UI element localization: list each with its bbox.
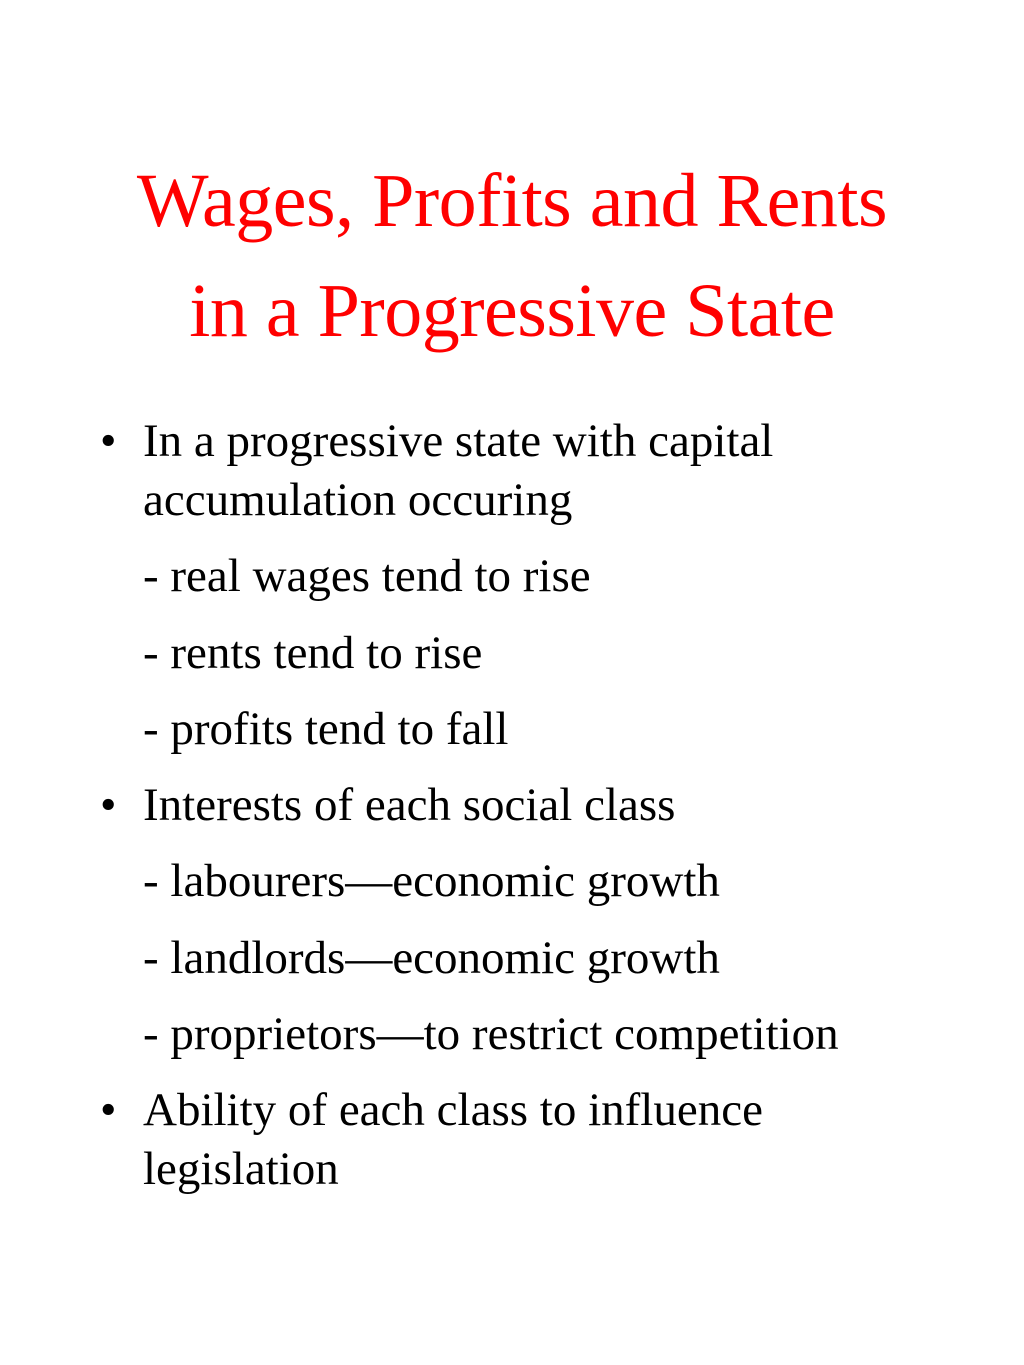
bullet-glyph: • <box>100 415 117 467</box>
slide-title-line-2: in a Progressive State <box>189 269 835 353</box>
sub-point-real-wages: - real wages tend to rise <box>143 550 591 602</box>
sub-point-proprietors: - proprietors—to restrict competition <box>143 1008 839 1060</box>
bullet-point-3-line-1: Ability of each class to influence <box>143 1084 763 1136</box>
bullet-glyph: • <box>100 1084 117 1136</box>
slide-title <box>40 146 984 366</box>
bullet-point-1-line-1: In a progressive state with capital <box>143 415 774 467</box>
sub-point-labourers: - labourers—economic growth <box>143 855 720 907</box>
sub-point-rents: - rents tend to rise <box>143 627 483 679</box>
sub-point-profits: - profits tend to fall <box>143 703 509 755</box>
bullet-point-2-line-1: Interests of each social class <box>143 779 676 831</box>
bullet-point-1-line-2: accumulation occuring <box>143 474 573 526</box>
bullet-point-3-line-2: legislation <box>143 1143 339 1195</box>
sub-point-landlords: - landlords—economic growth <box>143 932 720 984</box>
slide-title-line-1: Wages, Profits and Rents <box>136 159 888 243</box>
bullet-glyph: • <box>100 779 117 831</box>
